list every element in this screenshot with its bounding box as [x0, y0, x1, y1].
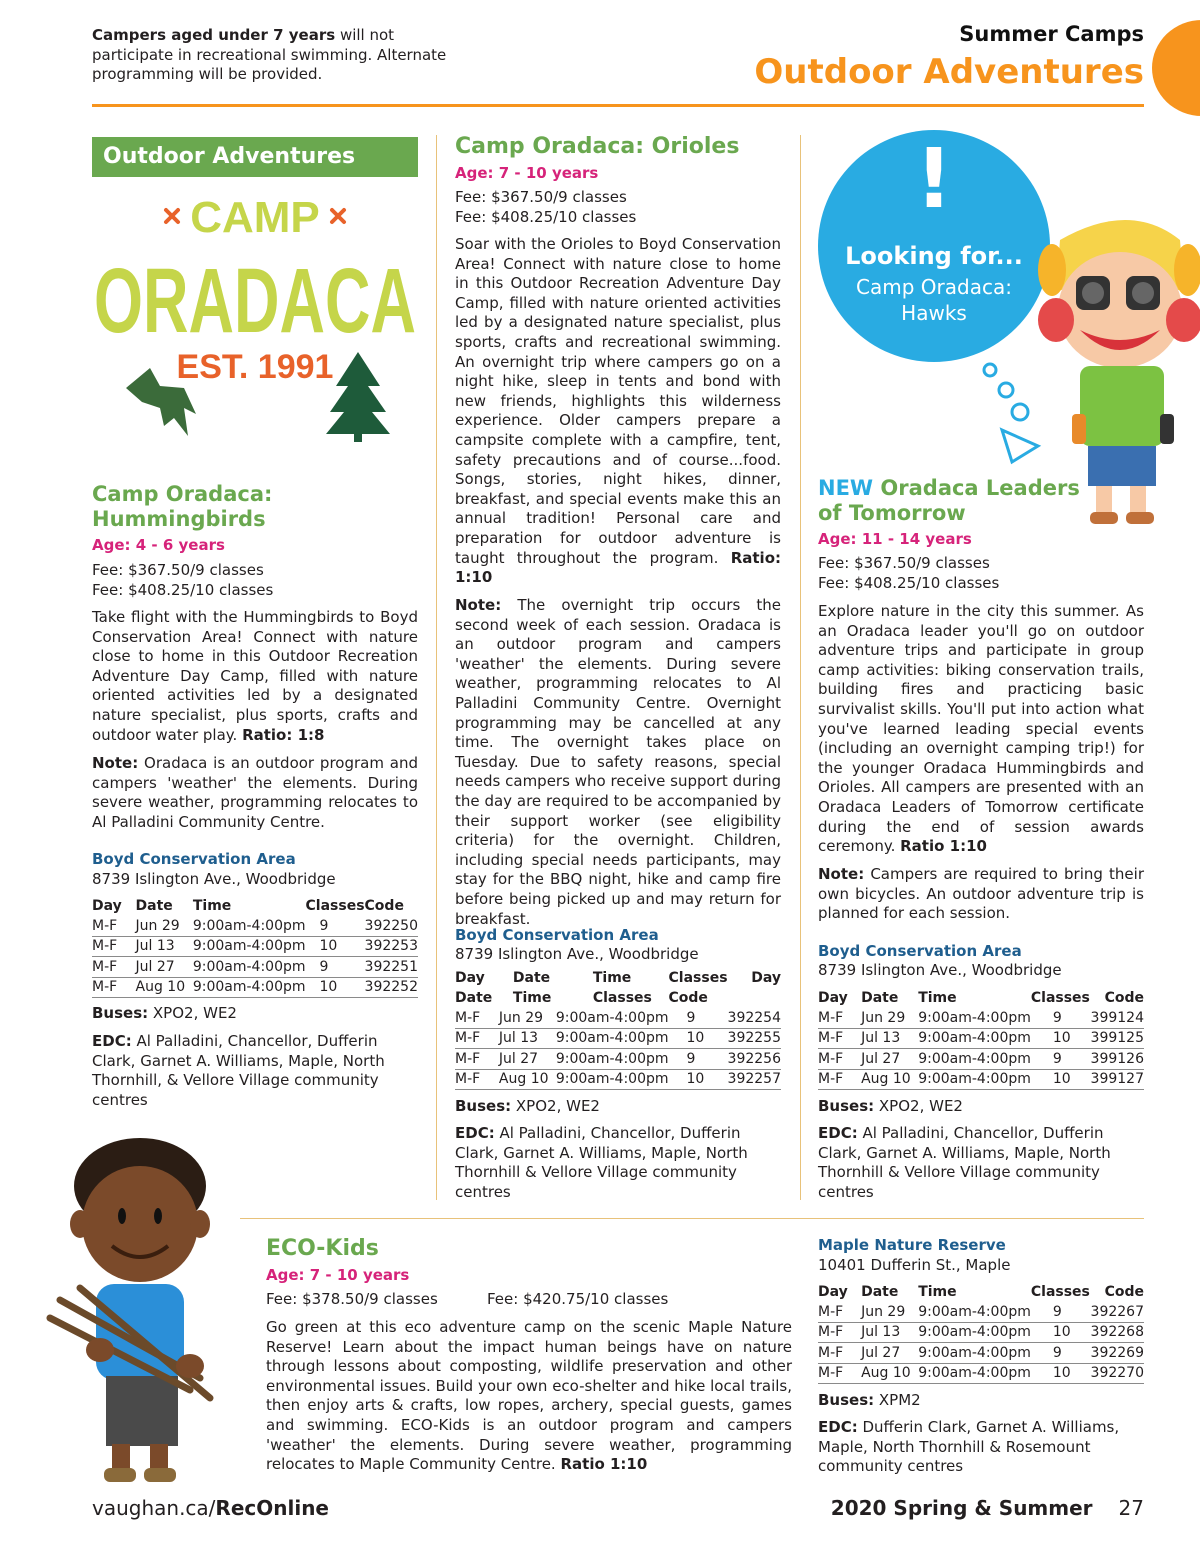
cell-code: 392250 [365, 916, 418, 936]
cell-time: 9:00am-4:00pm [918, 1028, 1031, 1049]
col-code: Code [1104, 990, 1144, 1006]
table-row [455, 1049, 781, 1070]
cell-time: 9:00am-4:00pm [918, 1363, 1031, 1384]
col-time: Time [918, 990, 957, 1006]
table-header-row [818, 1282, 1144, 1302]
cell-code: 392252 [365, 977, 418, 998]
table-row [455, 1028, 781, 1049]
page-number: 27 [1118, 1496, 1144, 1520]
cell-classes: 9 [669, 1008, 728, 1028]
col-classes-2: Classes [592, 990, 652, 1006]
col-date: Date [512, 970, 551, 986]
cell-date: Jul 27 [861, 1343, 918, 1364]
logo-camp-text: CAMP [190, 193, 320, 242]
exclamation-icon: ! [915, 132, 953, 227]
orioles-edc: EDC: Al Palladini, Chancellor, Dufferin Clark, Garnet A. Williams, Maple, North Thornhill & Vellore Village community centres [455, 1124, 748, 1201]
col-date: Date [861, 990, 899, 1006]
col-time: Time [592, 970, 632, 986]
table-row [818, 1069, 1144, 1090]
col-date-2: Date [455, 990, 493, 1006]
column-divider-right [800, 135, 801, 1200]
col-empty [728, 988, 781, 1008]
ecokids-description: Go green at this eco adventure camp on the scenic Maple Nature Reserve! Learn about the impact human beings have on nature through lessons about composting, wildlife preservation and other environmental issues. Build your own eco-shelter and hike local trails, then enjoy arts & crafts, low ropes, archery, special guests, games and swimming. ECO-Kids is an outdoor program and campers 'weather' the elements. During severe weather, programming relocates to Maple Community Centre. Ratio 1:10 [266, 1318, 792, 1474]
cell-date: Aug 10 [499, 1069, 556, 1090]
cell-date: Jul 13 [499, 1028, 556, 1049]
cell-time: 9:00am-4:00pm [556, 1008, 669, 1028]
cell-classes: 10 [306, 936, 365, 957]
cell-time: 9:00am-4:00pm [918, 1008, 1031, 1028]
col-time-2: Time [512, 990, 552, 1006]
cell-time: 9:00am-4:00pm [918, 1343, 1031, 1364]
cell-date: Jul 13 [136, 936, 193, 957]
cell-date: Aug 10 [136, 977, 193, 998]
cell-time: 9:00am-4:00pm [193, 957, 306, 978]
callout-title: Looking for... [845, 242, 1023, 270]
table-header-row [818, 988, 1144, 1008]
table-row [92, 916, 418, 936]
orioles-address: 8739 Islington Ave., Woodbridge [455, 945, 699, 963]
table-row [818, 1363, 1144, 1384]
col-date: Date [135, 898, 173, 914]
section-label: Summer Camps [959, 22, 1144, 46]
cell-code: 392254 [728, 1008, 781, 1028]
col-classes: Classes [668, 970, 728, 986]
orioles-location: Boyd Conservation Area [455, 926, 659, 944]
orioles-age: Age: 7 - 10 years [455, 164, 599, 182]
table-row [818, 1343, 1144, 1364]
hummingbirds-description: Take flight with the Hummingbirds to Boyd Conservation Area! Connect with nature close to home in this Outdoor Recreation Adventure Day Camp, filled with nature oriented activities led by a designated nature specialist, plus sports, crafts and outdoor water play. Ratio: 1:8 [92, 608, 418, 744]
logo-name-text: ORADACA [94, 250, 416, 352]
table-row [818, 1322, 1144, 1343]
table-row [455, 1008, 781, 1028]
table-row [92, 957, 418, 978]
cell-date: Jun 29 [861, 1302, 918, 1322]
cell-classes: 10 [1031, 1069, 1091, 1090]
cell-day: M-F [818, 1363, 861, 1384]
cell-classes: 10 [1031, 1322, 1091, 1343]
ecokids-location: Maple Nature Reserve [818, 1236, 1006, 1254]
table-header-row [92, 896, 418, 916]
cell-classes: 10 [306, 977, 365, 998]
col-classes: Classes [1030, 1284, 1090, 1300]
cell-date: Jun 29 [861, 1008, 918, 1028]
cell-date: Jul 13 [861, 1028, 918, 1049]
ecokids-title: ECO-Kids [266, 1236, 379, 1261]
cell-day: M-F [92, 957, 136, 978]
col-classes: Classes [1030, 990, 1090, 1006]
leaders-fees: Fee: $367.50/9 classes Fee: $408.25/10 classes [818, 554, 1000, 592]
col-day: Day [818, 990, 848, 1006]
cell-time: 9:00am-4:00pm [556, 1049, 669, 1070]
cell-date: Aug 10 [861, 1069, 918, 1090]
page-title: Outdoor Adventures [754, 52, 1144, 92]
cell-classes: 9 [1031, 1343, 1091, 1364]
cell-day: M-F [818, 1069, 861, 1090]
camp-oradaca-logo [92, 190, 422, 450]
orioles-fees: Fee: $367.50/9 classes Fee: $408.25/10 classes [455, 188, 637, 226]
cell-date: Jul 13 [861, 1322, 918, 1343]
cell-code: 392257 [728, 1069, 781, 1090]
hummingbirds-fees: Fee: $367.50/9 classes Fee: $408.25/10 classes [92, 561, 274, 599]
cell-date: Jul 27 [861, 1049, 918, 1070]
cell-code: 392251 [365, 957, 418, 978]
cell-code: 392267 [1091, 1302, 1144, 1322]
ecokids-fee-10: Fee: $420.75/10 classes [487, 1290, 669, 1308]
cell-day: M-F [92, 916, 136, 936]
cell-day: M-F [455, 1028, 499, 1049]
cell-code: 399124 [1091, 1008, 1144, 1028]
cell-day: M-F [818, 1008, 861, 1028]
cell-code: 392256 [728, 1049, 781, 1070]
col-code: Code [1104, 1284, 1144, 1300]
table-row [818, 1302, 1144, 1322]
col-time: Time [918, 1284, 957, 1300]
table-header-row [455, 968, 781, 988]
cell-classes: 9 [1031, 1302, 1091, 1322]
cell-time: 9:00am-4:00pm [918, 1322, 1031, 1343]
ecokids-fee-9: Fee: $378.50/9 classes [266, 1290, 438, 1308]
orioles-title: Camp Oradaca: Orioles [455, 134, 740, 159]
cell-day: M-F [455, 1069, 499, 1090]
table-row [818, 1008, 1144, 1028]
leaders-schedule-table [818, 988, 1144, 1090]
cell-code: 392255 [728, 1028, 781, 1049]
footer-url-link[interactable]: vaughan.ca/RecOnline [92, 1496, 329, 1520]
col-code: Code [668, 990, 708, 1006]
leaders-location: Boyd Conservation Area [818, 942, 1022, 960]
cell-classes: 9 [669, 1049, 728, 1070]
hummingbirds-note: Note: Oradaca is an outdoor program and campers 'weather' the elements. During severe weather, programming relocates to Al Palladini Community Centre. [92, 754, 418, 831]
cell-time: 9:00am-4:00pm [918, 1302, 1031, 1322]
hummingbirds-address: 8739 Islington Ave., Woodbridge [92, 870, 336, 888]
cell-time: 9:00am-4:00pm [918, 1069, 1031, 1090]
leaders-age: Age: 11 - 14 years [818, 530, 972, 548]
cell-date: Jul 27 [499, 1049, 556, 1070]
cell-time: 9:00am-4:00pm [193, 916, 306, 936]
cell-classes: 10 [1031, 1028, 1091, 1049]
cell-code: 399125 [1091, 1028, 1144, 1049]
cell-code: 392268 [1091, 1322, 1144, 1343]
cell-code: 399127 [1091, 1069, 1144, 1090]
cell-day: M-F [818, 1322, 861, 1343]
cell-time: 9:00am-4:00pm [193, 936, 306, 957]
page-tab-marker [1152, 20, 1200, 116]
cell-day: M-F [92, 936, 136, 957]
cell-day: M-F [455, 1008, 499, 1028]
cell-code: 392253 [365, 936, 418, 957]
cell-date: Jun 29 [499, 1008, 556, 1028]
leaders-note: Note: Campers are required to bring their own bicycles. An outdoor adventure trip is planned for each session. [818, 865, 1144, 923]
hummingbirds-location: Boyd Conservation Area [92, 850, 296, 868]
orioles-schedule-table [455, 968, 781, 1090]
cell-code: 392270 [1091, 1363, 1144, 1384]
col-date: Date [861, 1284, 899, 1300]
col-day: Day [92, 898, 122, 914]
cell-classes: 9 [306, 916, 365, 936]
table-row [92, 936, 418, 957]
hummingbirds-edc: EDC: Al Palladini, Chancellor, Dufferin Clark, Garnet A. Williams, Maple, North Thornhill, & Vellore Village community centres [92, 1032, 385, 1109]
cell-classes: 10 [1031, 1363, 1091, 1384]
cell-classes: 10 [669, 1028, 728, 1049]
cell-time: 9:00am-4:00pm [918, 1049, 1031, 1070]
ecokids-schedule-table [818, 1282, 1144, 1384]
cell-day: M-F [818, 1343, 861, 1364]
table-row [92, 977, 418, 998]
cell-day: M-F [818, 1028, 861, 1049]
leaders-description: Explore nature in the city this summer. As an Oradaca leader you'll go on outdoor adventure trips and participate in group camp activities: biking conservation trails, building fires and practicing basic survivalist skills. You'll put into action what you've learned leading special events (including an overnight camping trip!) for the younger Oradaca Hummingbirds and Orioles. All campers are presented with an Oradaca Leaders of Tomorrow certificate during the end of session awards ceremony. Ratio 1:10 [818, 602, 1144, 856]
cell-day: M-F [455, 1049, 499, 1070]
col-day: Day [818, 1284, 848, 1300]
table-row [455, 1069, 781, 1090]
cell-code: 392269 [1091, 1343, 1144, 1364]
cell-classes: 9 [1031, 1008, 1091, 1028]
cell-classes: 9 [1031, 1049, 1091, 1070]
section-divider [240, 1218, 1144, 1219]
col-day: Day [455, 970, 485, 986]
swim-notice: Campers aged under 7 years will not participate in recreational swimming. Alternate programming will be provided. [92, 26, 447, 83]
cell-time: 9:00am-4:00pm [556, 1028, 669, 1049]
cell-day: M-F [818, 1049, 861, 1070]
hummingbirds-buses: Buses: XPO2, WE2 [92, 1004, 237, 1022]
table-row [818, 1028, 1144, 1049]
cell-code: 399126 [1091, 1049, 1144, 1070]
hummingbirds-schedule-table [92, 896, 418, 998]
col-code: Code [364, 898, 404, 914]
footer-edition: 2020 Spring & Summer 27 [830, 1496, 1144, 1520]
table-row [818, 1049, 1144, 1070]
orioles-buses: Buses: XPO2, WE2 [455, 1097, 600, 1115]
table-header-row [455, 988, 781, 1008]
boy-with-sticks-illustration [40, 1128, 240, 1490]
ecokids-age: Age: 7 - 10 years [266, 1266, 410, 1284]
col-time: Time [192, 898, 232, 914]
section-banner: Outdoor Adventures [92, 137, 418, 177]
orioles-description: Soar with the Orioles to Boyd Conservation Area! Connect with nature close to home in this Outdoor Recreation Adventure Day Camp, filled with nature oriented activities led by a designated nature specialist, plus sports, crafts and recreational swimming. An overnight trip where campers go on a night hike, sleep in tents and bond with new friends, highlights this wilderness experience. Older campers prepare a campsite complete with a campfire, tent, safety precautions and of course...food. Songs, stories, night hikes, dinner, breakfast, and special events make this an annual tradition! Personal care and preparation for outdoor adventure is taught throughout the program. Ratio: 1:10 [455, 235, 781, 587]
ecokids-buses: Buses: XPM2 [818, 1391, 921, 1409]
leaders-buses: Buses: XPO2, WE2 [818, 1097, 963, 1115]
cell-time: 9:00am-4:00pm [193, 977, 306, 998]
hummingbirds-age: Age: 4 - 6 years [92, 536, 225, 554]
cell-date: Jul 27 [136, 957, 193, 978]
cell-date: Jun 29 [136, 916, 193, 936]
cell-date: Aug 10 [861, 1363, 918, 1384]
callout-subtitle: Camp Oradaca: Hawks [856, 275, 1012, 325]
cell-day: M-F [818, 1302, 861, 1322]
col-day-2: Day [751, 970, 781, 986]
ecokids-address: 10401 Dufferin St., Maple [818, 1256, 1011, 1274]
column-divider-left [436, 135, 437, 1200]
cell-day: M-F [92, 977, 136, 998]
cell-time: 9:00am-4:00pm [556, 1069, 669, 1090]
ecokids-edc: EDC: Dufferin Clark, Garnet A. Williams, Maple, North Thornhill & Rosemount community centres [818, 1418, 1120, 1476]
col-classes: Classes [305, 898, 365, 914]
pine-tree-icon [326, 352, 390, 442]
header-divider [92, 104, 1144, 107]
leaders-address: 8739 Islington Ave., Woodbridge [818, 961, 1062, 979]
leaders-edc: EDC: Al Palladini, Chancellor, Dufferin Clark, Garnet A. Williams, Maple, North Thornhill & Vellore Village community centres [818, 1124, 1111, 1201]
logo-est-text: EST. 1991 [176, 348, 334, 386]
orioles-note: Note: The overnight trip occurs the second week of each session. Oradaca is an outdoor program and campers 'weather' the elements. During severe weather, programming relocates to Al Palladini Community Centre. Overnight programming may be cancelled at any time. The overnight takes place on Tuesday. Due to safety reasons, special needs campers who receive support during the day are required to be accompanied by their support worker (see eligibility criteria) for the overnight. Children, including special needs participants, may stay for the BBQ night, hike and camp fire before being picked up and may return for breakfast. [455, 596, 781, 928]
cell-classes: 9 [306, 957, 365, 978]
leaders-title: NEW Oradaca Leaders of Tomorrow [818, 476, 1080, 525]
hummingbirds-title: Camp Oradaca: Hummingbirds [92, 482, 273, 531]
cell-classes: 10 [669, 1069, 728, 1090]
